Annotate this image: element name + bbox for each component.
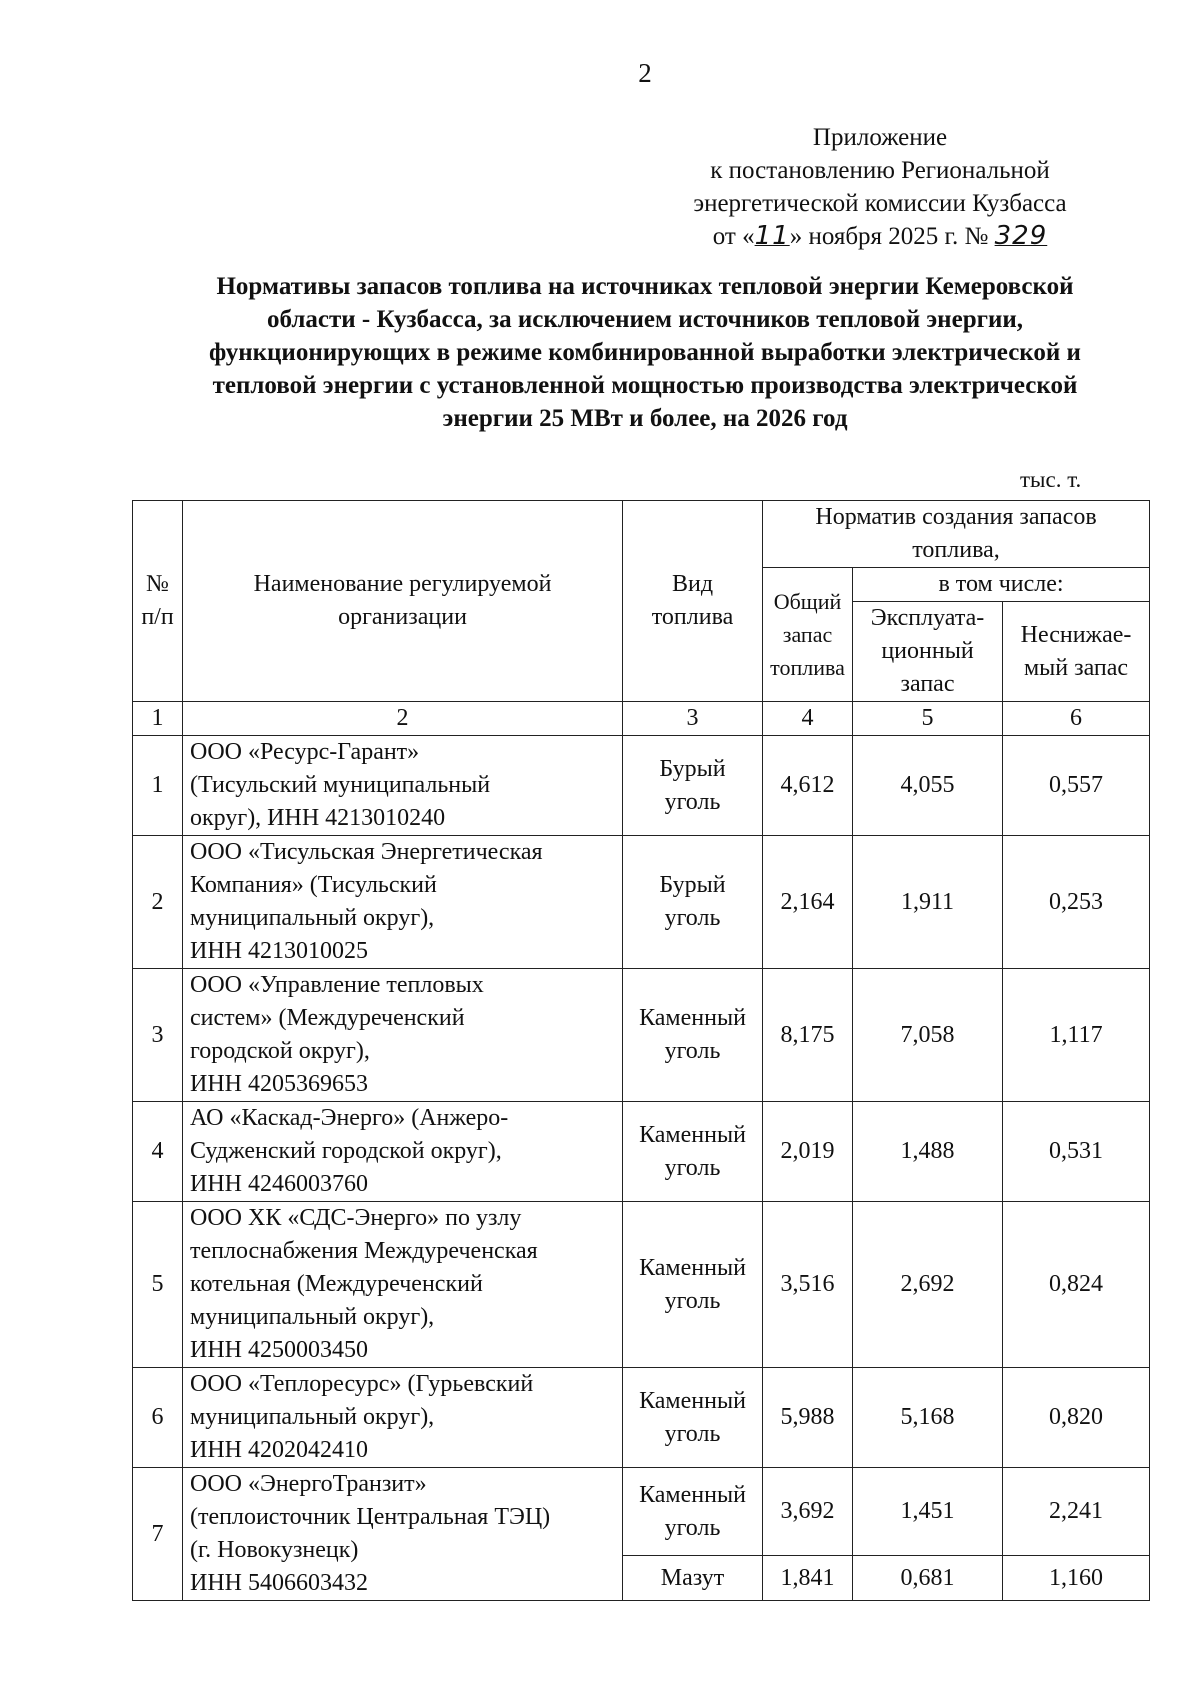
fuel-type: Бурый уголь [623, 736, 763, 836]
fuel-type: Каменный уголь [623, 1368, 763, 1468]
annex-line: к постановлению Региональной [710, 157, 1050, 184]
org-name: ООО «Теплоресурс» (Гурьевский муниципальный округ), ИНН 4202042410 [183, 1368, 623, 1468]
operational-reserve: 5,168 [853, 1368, 1003, 1468]
header-oper: Эксплуата- ционный запас [853, 602, 1003, 702]
minimum-reserve: 0,557 [1003, 736, 1150, 836]
annex-block [640, 121, 1120, 253]
operational-reserve: 0,681 [853, 1556, 1003, 1601]
handwritten-day: 11 [754, 221, 790, 251]
header-num: № п/п [133, 501, 183, 702]
table-row [133, 1202, 1150, 1368]
operational-reserve: 1,488 [853, 1102, 1003, 1202]
row-number: 1 [133, 736, 183, 836]
minimum-reserve: 1,160 [1003, 1556, 1150, 1601]
operational-reserve: 1,911 [853, 836, 1003, 969]
org-name: ООО «Тисульская Энергетическая Компания» (Тисульский муниципальный округ), ИНН 4213010025 [183, 836, 623, 969]
minimum-reserve: 1,117 [1003, 969, 1150, 1102]
operational-reserve: 4,055 [853, 736, 1003, 836]
total-reserve: 3,692 [763, 1468, 853, 1556]
title-line: Нормативы запасов топлива на источниках тепловой энергии Кемеровской [216, 273, 1074, 300]
annex-line: Приложение [812, 124, 948, 151]
minimum-reserve: 0,820 [1003, 1368, 1150, 1468]
org-name: ООО «ЭнергоТранзит» (теплоисточник Центральная ТЭЦ) (г. Новокузнецк) ИНН 5406603432 [183, 1468, 623, 1601]
header-min: Неснижае- мый запас [1003, 602, 1150, 702]
page-number: 2 [638, 58, 652, 88]
total-reserve: 3,516 [763, 1202, 853, 1368]
column-number: 2 [183, 702, 623, 736]
units-label: тыс. т. [1020, 467, 1082, 492]
minimum-reserve: 2,241 [1003, 1468, 1150, 1556]
row-number: 7 [133, 1468, 183, 1601]
column-number: 3 [623, 702, 763, 736]
title-line: функционирующих в режиме комбинированной выработки электрической и [209, 339, 1081, 366]
org-name: АО «Каскад-Энерго» (Анжеро- Судженский городской округ), ИНН 4246003760 [183, 1102, 623, 1202]
minimum-reserve: 0,824 [1003, 1202, 1150, 1368]
row-number: 2 [133, 836, 183, 969]
fuel-type: Каменный уголь [623, 969, 763, 1102]
fuel-type: Каменный уголь [623, 1202, 763, 1368]
org-name: ООО «Ресурс-Гарант» (Тисульский муниципальный округ), ИНН 4213010240 [183, 736, 623, 836]
total-reserve: 2,019 [763, 1102, 853, 1202]
column-number: 1 [133, 702, 183, 736]
operational-reserve: 1,451 [853, 1468, 1003, 1556]
norms-table [132, 500, 1150, 1601]
fuel-type: Каменный уголь [623, 1468, 763, 1556]
table-row [133, 836, 1150, 969]
title-line: энергии 25 МВт и более, на 2026 год [442, 405, 848, 432]
header-fuel: Вид топлива [623, 501, 763, 702]
total-reserve: 4,612 [763, 736, 853, 836]
table-row [133, 736, 1150, 836]
fuel-type: Мазут [623, 1556, 763, 1601]
document-title [100, 270, 1190, 435]
total-reserve: 5,988 [763, 1368, 853, 1468]
title-line: тепловой энергии с установленной мощностью производства электрической [212, 372, 1078, 399]
date-prefix: от « [712, 223, 755, 250]
fuel-type: Бурый уголь [623, 836, 763, 969]
org-name: ООО «Управление тепловых систем» (Междуреченский городской округ), ИНН 4205369653 [183, 969, 623, 1102]
column-number: 6 [1003, 702, 1150, 736]
date-middle: » ноября 2025 г. № [789, 223, 989, 250]
table-row [133, 1468, 1150, 1556]
title-line: области - Кузбасса, за исключением источников тепловой энергии, [266, 306, 1024, 333]
table-row [133, 1368, 1150, 1468]
operational-reserve: 2,692 [853, 1202, 1003, 1368]
header-norm: Норматив создания запасов топлива, [763, 501, 1150, 568]
row-number: 5 [133, 1202, 183, 1368]
annex-line: энергетической комиссии Кузбасса [693, 190, 1067, 217]
total-reserve: 8,175 [763, 969, 853, 1102]
minimum-reserve: 0,253 [1003, 836, 1150, 969]
row-number: 3 [133, 969, 183, 1102]
column-number-row [133, 702, 1150, 736]
total-reserve: 1,841 [763, 1556, 853, 1601]
column-number: 4 [763, 702, 853, 736]
header-total: Общий запас топлива [763, 568, 853, 702]
row-number: 4 [133, 1102, 183, 1202]
fuel-type: Каменный уголь [623, 1102, 763, 1202]
org-name: ООО ХК «СДС-Энерго» по узлу теплоснабжения Междуреченская котельная (Междуреченский муниципальный округ), ИНН 4250003450 [183, 1202, 623, 1368]
annex-date-line [640, 220, 1120, 253]
column-number: 5 [853, 702, 1003, 736]
handwritten-number: 329 [994, 221, 1048, 251]
table-row [133, 969, 1150, 1102]
total-reserve: 2,164 [763, 836, 853, 969]
header-including: в том числе: [853, 568, 1150, 602]
header-org: Наименование регулируемой организации [183, 501, 623, 702]
minimum-reserve: 0,531 [1003, 1102, 1150, 1202]
operational-reserve: 7,058 [853, 969, 1003, 1102]
table-row [133, 1102, 1150, 1202]
row-number: 6 [133, 1368, 183, 1468]
